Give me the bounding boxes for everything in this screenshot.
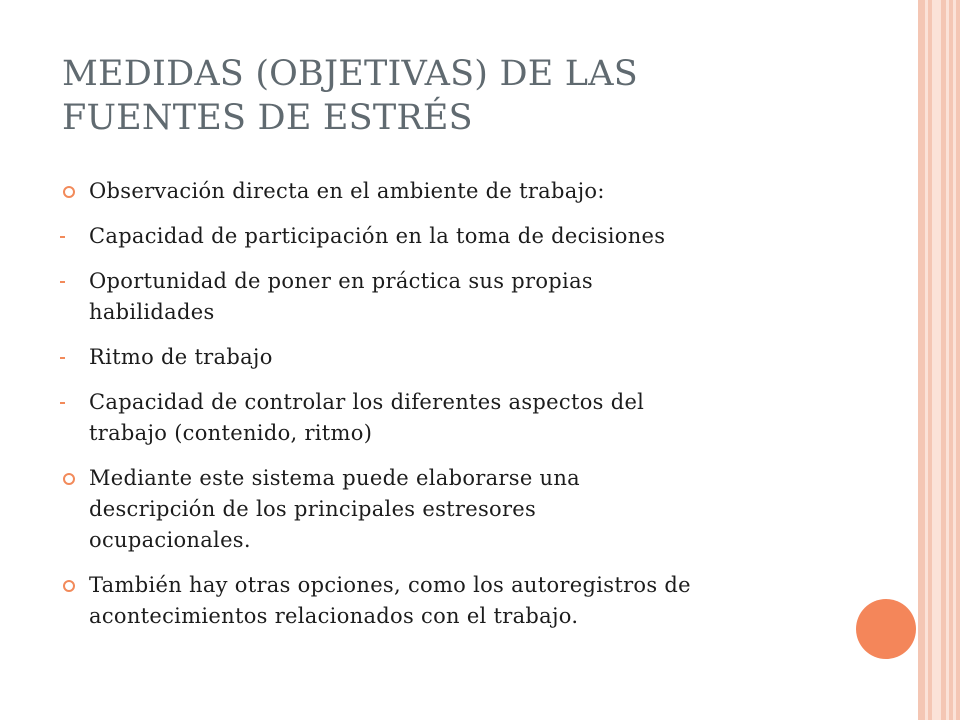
bullet-line: Mediante este sistema puede elaborarse una	[89, 466, 581, 490]
circle-bullet-icon	[63, 473, 75, 485]
bullet-item	[0, 221, 829, 252]
dash-bullet-icon	[60, 357, 65, 359]
bullet-line: trabajo (contenido, ritmo)	[89, 421, 373, 445]
bullet-item	[0, 266, 829, 328]
bullet-line: Observación directa en el ambiente de trabajo:	[89, 179, 605, 203]
bullet-line: acontecimientos relacionados con el trabajo.	[89, 604, 579, 628]
decorative-right-border	[918, 0, 960, 720]
decorative-accent-circle	[856, 599, 916, 659]
bullet-line: ocupacionales.	[89, 528, 251, 552]
bullet-line: descripción de los principales estresores	[89, 497, 537, 521]
bullet-text	[89, 221, 829, 252]
slide-title	[62, 52, 882, 140]
border-stripe	[946, 0, 949, 720]
circle-bullet-icon	[63, 580, 75, 592]
slide-title-line: MEDIDAS (OBJETIVAS) DE LAS	[62, 54, 638, 94]
bullet-item	[0, 570, 829, 632]
bullet-text	[89, 176, 829, 207]
dash-bullet-icon	[60, 402, 65, 404]
slide-body	[0, 176, 860, 632]
circle-bullet-icon	[63, 186, 75, 198]
dash-bullet-icon	[60, 281, 65, 283]
bullet-text	[89, 342, 829, 373]
bullet-item	[0, 176, 829, 207]
bullet-item	[0, 342, 829, 373]
slide-title-line: FUENTES DE ESTRÉS	[62, 98, 473, 138]
bullet-item	[0, 387, 829, 449]
bullet-line: También hay otras opciones, como los autoregistros de	[89, 573, 691, 597]
bullet-line: Capacidad de controlar los diferentes aspectos del	[89, 390, 645, 414]
dash-bullet-icon	[60, 236, 65, 238]
bullet-line: Ritmo de trabajo	[89, 345, 273, 369]
border-stripe	[932, 0, 941, 720]
bullet-line: habilidades	[89, 300, 215, 324]
bullet-item	[0, 463, 829, 556]
bullet-text	[89, 570, 829, 632]
bullet-text	[89, 387, 829, 449]
bullet-line: Capacidad de participación en la toma de decisiones	[89, 224, 666, 248]
bullet-line: Oportunidad de poner en práctica sus propias	[89, 269, 593, 293]
bullet-text	[89, 266, 829, 328]
bullet-text	[89, 463, 829, 556]
border-stripe	[925, 0, 928, 720]
border-stripe	[953, 0, 956, 720]
